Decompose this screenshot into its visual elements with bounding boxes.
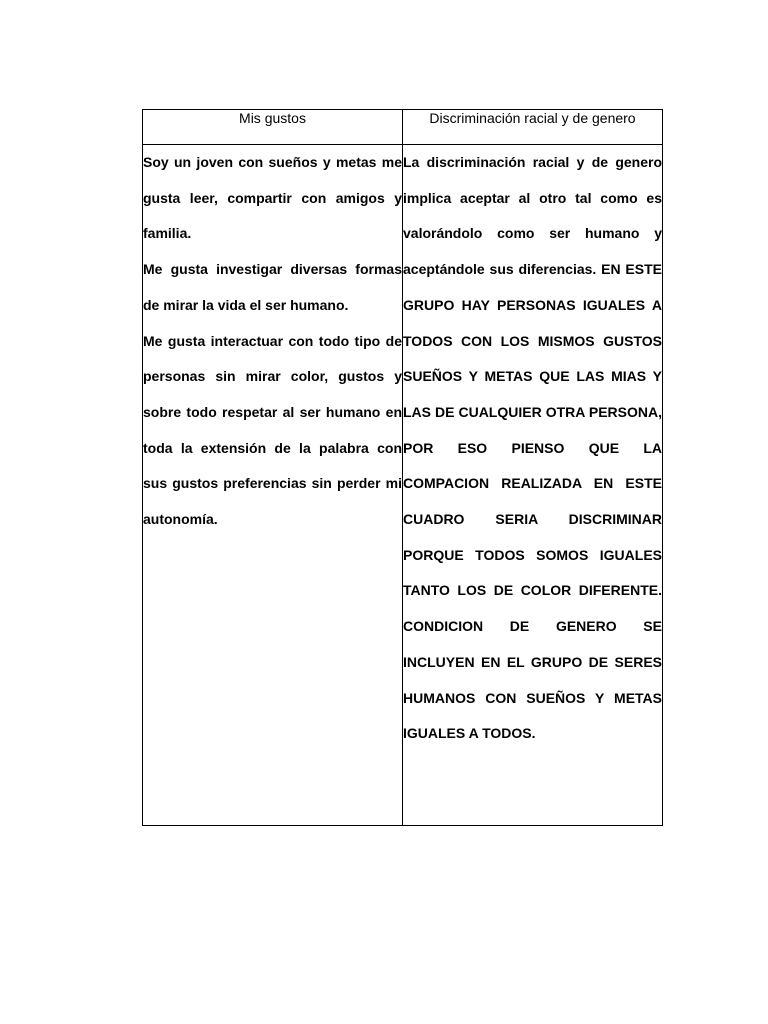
table-body-row (143, 145, 663, 826)
right-column-cell (403, 145, 663, 826)
comparison-table (142, 109, 663, 826)
header-mis-gustos: Mis gustos (143, 110, 403, 145)
left-paragraph-3: Me gusta interactuar con todo tipo de personas sin mirar color, gustos y sobre todo respetar al ser humano en toda la extensión de la palabra con sus gustos preferencias sin perder mi autonomía. (143, 332, 402, 528)
header-discriminacion: Discriminación racial y de genero (403, 110, 663, 145)
left-column-cell (143, 145, 403, 826)
table-header-row (143, 110, 663, 145)
left-paragraph-1: Soy un joven con sueños y metas me gusta leer, compartir con amigos y familia. (143, 154, 402, 242)
left-paragraph-2: Me gusta investigar diversas formas de mirar la vida el ser humano. (143, 261, 402, 313)
right-paragraph-1: La discriminación racial y de genero implica aceptar al otro tal como es valorándolo como ser humano y aceptándole sus diferencias. EN ESTE GRUPO HAY PERSONAS IGUALES A TODOS CON LOS MISMOS GUSTOS SUEÑOS Y METAS QUE LAS MIAS Y LAS DE CUALQUIER OTRA PERSONA, POR ESO PIENSO QUE LA COMPACION REALIZADA EN ESTE CUADRO SERIA DISCRIMINAR PORQUE TODOS SOMOS IGUALES TANTO LOS DE COLOR DIFERENTE. CONDICION DE GENERO SE INCLUYEN EN EL GRUPO DE SERES HUMANOS CON SUEÑOS Y METAS IGUALES A TODOS. (403, 154, 662, 742)
